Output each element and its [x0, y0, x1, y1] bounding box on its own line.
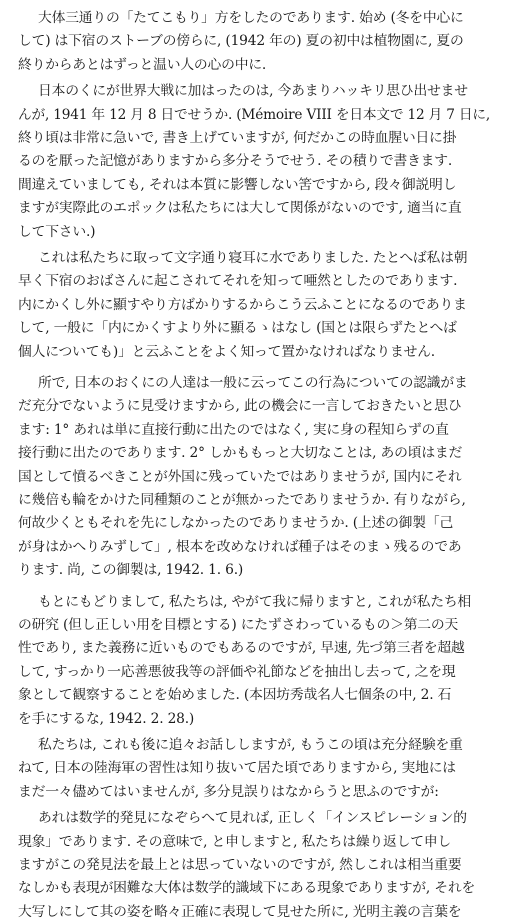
text-line: るのを厭った記憶がありますから多分そうでせう. その積りで書きます. [18, 153, 453, 170]
text-line: 終り頃は非常に急いで, 書き上げていますが, 何だかこの時血腥い日に掛 [18, 130, 457, 146]
text-line: 所で, 日本のおくにの人達は一般に云ってこの行為についての認識がま [38, 375, 468, 391]
text-line: が身はかへりみずして」, 根本を改めなければ種子はそのまゝ残るのであ [18, 538, 462, 555]
text-line: 個人についても)」と云ふことをよく知って置かなければなりません. [18, 343, 435, 360]
text-line: 大写しにして其の姿を略々正確に表現して見せた所に, 光明主義の言葉を [18, 903, 462, 920]
text-line: これは私たちに取って文字通り寝耳に水でありました. たとへば私は朝 [38, 250, 468, 266]
text-line: して下さい.) [18, 223, 96, 240]
text-line: 現象」であります. その意味で, と申しますと, 私たちは繰り返して申し [18, 833, 452, 850]
text-line: の研究 (但し正しい用を目標とする) にたずさわっているもの＞第二の天 [18, 617, 459, 633]
text-line: 国として憤るべきことが外国に残っていたではありませうが, 国内にそれ [18, 468, 462, 485]
text-line: もとにもどりまして, 私たちは, やがて我に帰りますと, これが私たち相 [38, 593, 472, 610]
text-line: ねて, 日本の陸海軍の習性は知り抜いて居た頃でありますから, 実地には [18, 760, 456, 777]
text-line: 早く下宿のおばさんに起こされてそれを知って唖然としたのであります. [18, 273, 458, 290]
text-line: ます: 1° あれは単に直接行動に出たのではなく, 実に身の程知らずの直 [18, 421, 449, 438]
text-line: まだ一々儘めてはいませんが, 多分見誤りはなからうと思ふのですが: [18, 783, 439, 800]
text-line: を手にするな, 1942. 2. 28.) [18, 710, 195, 727]
text-line: ますがこの発見法を最上とは思っていないのですが, 然しこれは相当重要 [18, 857, 462, 873]
text-line: して) は下宿のストーブの傍らに, (1942 年の) 夏の初中は植物園に, 夏の [18, 33, 464, 50]
text-line: 間違えていましても, それは本質に影響しない筈ですから, 段々御説明し [18, 176, 457, 193]
text-line: 象として観察することを始めました. (本因坊秀哉名人七個条の中, 2. 石 [18, 687, 452, 704]
text-line: なしかも表現が困難な大体は数学的識域下にある現象でありますが, それを [18, 880, 476, 897]
text-line: に幾倍も輪をかけた同種類のことが無かったでありませうか. 有りながら, [18, 492, 466, 508]
text-line: 内にかくし外に顯すやり方ばかりするからこう云ふことになるのでありま [18, 296, 467, 313]
text-line: 終りからあとはずっと温い人の心の中に. [18, 56, 267, 73]
text-line: 日本のくにが世界大戦に加はったのは, 今あまりハッキリ思ひ出せませ [38, 83, 468, 100]
text-line: 大体三通りの「たてこもり」方をしたのであります. 始め (冬を中心に [38, 10, 464, 26]
text-line: 私たちは, これも後に追々お話ししますが, もうこの頃は充分経験を重 [38, 737, 463, 753]
text-line: して, 一般に「内にかくすより外に顯るゝはなし (国とは限らずたとへば [18, 320, 457, 337]
text-line: 何故少くともそれを先にしなかったのでありませうか. (上述の御製「己 [18, 515, 454, 532]
text-line: ますが実際此のエポックは私たちには大して関係がないのです, 適当に直 [18, 200, 462, 217]
text-line: 接行動に出たのであります. 2° しかももっと大切なことは, あの頃はまだ [18, 445, 463, 462]
text-line: あれは数学的発見になぞらへて見れば, 正しく「インスピレーション的 [38, 810, 467, 827]
text-line: して, すっかり一応善悪彼我等の評価や礼節などを抽出し去って, 之を現 [18, 663, 456, 680]
text-line: んが, 1941 年 12 月 8 日でせうか. (Mémoire VIII を日本文で 12 月 7 日に, [18, 106, 491, 123]
text-line: ります. 尚, この御製は, 1942. 1. 6.) [18, 562, 244, 579]
text-line: 性であり, また義務に近いものでもあるのですが, 早速, 先づ第三者を超越 [18, 640, 465, 657]
text-line: だ充分でないように見受けますから, 此の機会に一言しておきたいと思ひ [18, 398, 462, 415]
